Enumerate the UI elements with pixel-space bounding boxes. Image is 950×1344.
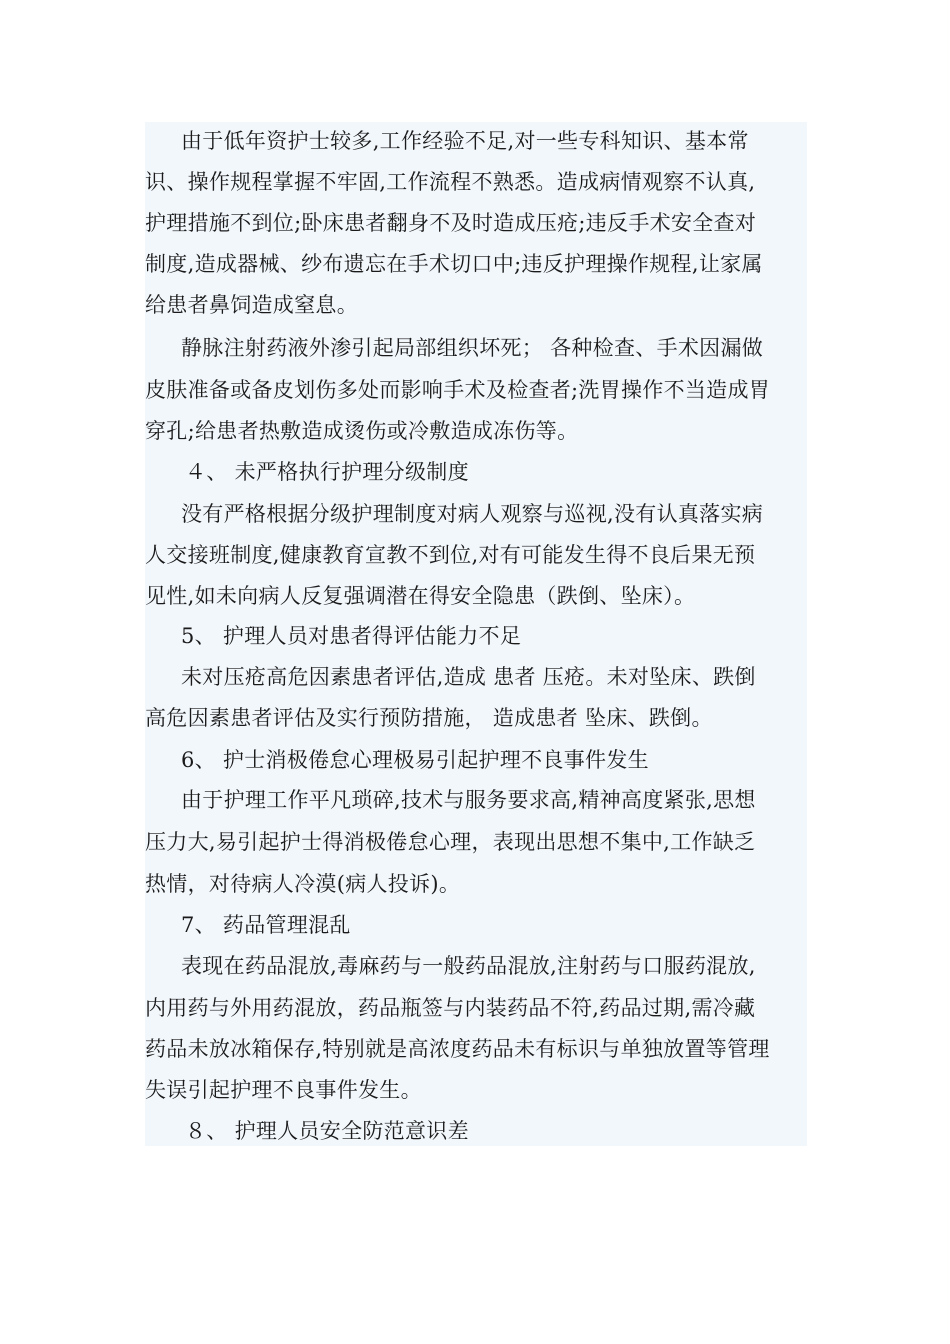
paragraph-line: 给患者鼻饲造成窒息。 — [145, 293, 358, 317]
paragraph-line: 识、操作规程掌握不牢固,工作流程不熟悉。造成病情观察不认真, — [145, 170, 756, 194]
document-text-block — [145, 122, 807, 1146]
section-heading: 5、 护理人员对患者得评估能力不足 — [181, 624, 522, 648]
paragraph-line: 失误引起护理不良事件发生。 — [145, 1078, 422, 1102]
paragraph-line: 热情，对待病人冷漠(病人投诉)。 — [145, 872, 461, 896]
paragraph-line: 高危因素患者评估及实行预防措施， 造成患者 坠床、跌倒。 — [145, 706, 713, 730]
paragraph-line: 药品未放冰箱保存,特别就是高浓度药品未有标识与单独放置等管理 — [145, 1037, 770, 1061]
section-heading: ８、 护理人员安全防范意识差 — [185, 1119, 469, 1143]
paragraph-line: 由于护理工作平凡琐碎,技术与服务要求高,精神高度紧张,思想 — [181, 788, 756, 812]
section-heading: 7、 药品管理混乱 — [181, 913, 351, 937]
paragraph-line: 皮肤准备或备皮划伤多处而影响手术及检查者;洗胃操作不当造成胃 — [145, 378, 771, 402]
paragraph-line: 穿孔;给患者热敷造成烫伤或冷敷造成冻伤等。 — [145, 419, 579, 443]
paragraph-line: 没有严格根据分级护理制度对病人观察与巡视,没有认真落实病 — [181, 502, 764, 526]
paragraph-line: 压力大,易引起护士得消极倦怠心理，表现出思想不集中,工作缺乏 — [145, 830, 756, 854]
paragraph-line: 护理措施不到位;卧床患者翻身不及时造成压疮;违反手术安全查对 — [145, 211, 757, 235]
section-heading: 6、 护士消极倦怠心理极易引起护理不良事件发生 — [181, 748, 649, 772]
paragraph-line: 制度,造成器械、纱布遗忘在手术切口中;违反护理操作规程,让家属 — [145, 252, 763, 276]
paragraph-line: 内用药与外用药混放，药品瓶签与内装药品不符,药品过期,需冷藏 — [145, 996, 756, 1020]
paragraph-line: 表现在药品混放,毒麻药与一般药品混放,注射药与口服药混放, — [181, 954, 756, 978]
paragraph-line: 人交接班制度,健康教育宣教不到位,对有可能发生得不良后果无预 — [145, 543, 756, 567]
paragraph-line: 见性,如未向病人反复强调潜在得安全隐患（跌倒、坠床）。 — [145, 584, 696, 608]
paragraph-line: 未对压疮高危因素患者评估,造成 患者 压疮。未对坠床、跌倒 — [181, 665, 756, 689]
paragraph-line: 静脉注射药液外渗引起局部组织坏死； 各种检查、手术因漏做 — [181, 336, 764, 360]
section-heading: ４、 未严格执行护理分级制度 — [185, 460, 469, 484]
paragraph-line: 由于低年资护士较多,工作经验不足,对一些专科知识、基本常 — [181, 129, 749, 153]
